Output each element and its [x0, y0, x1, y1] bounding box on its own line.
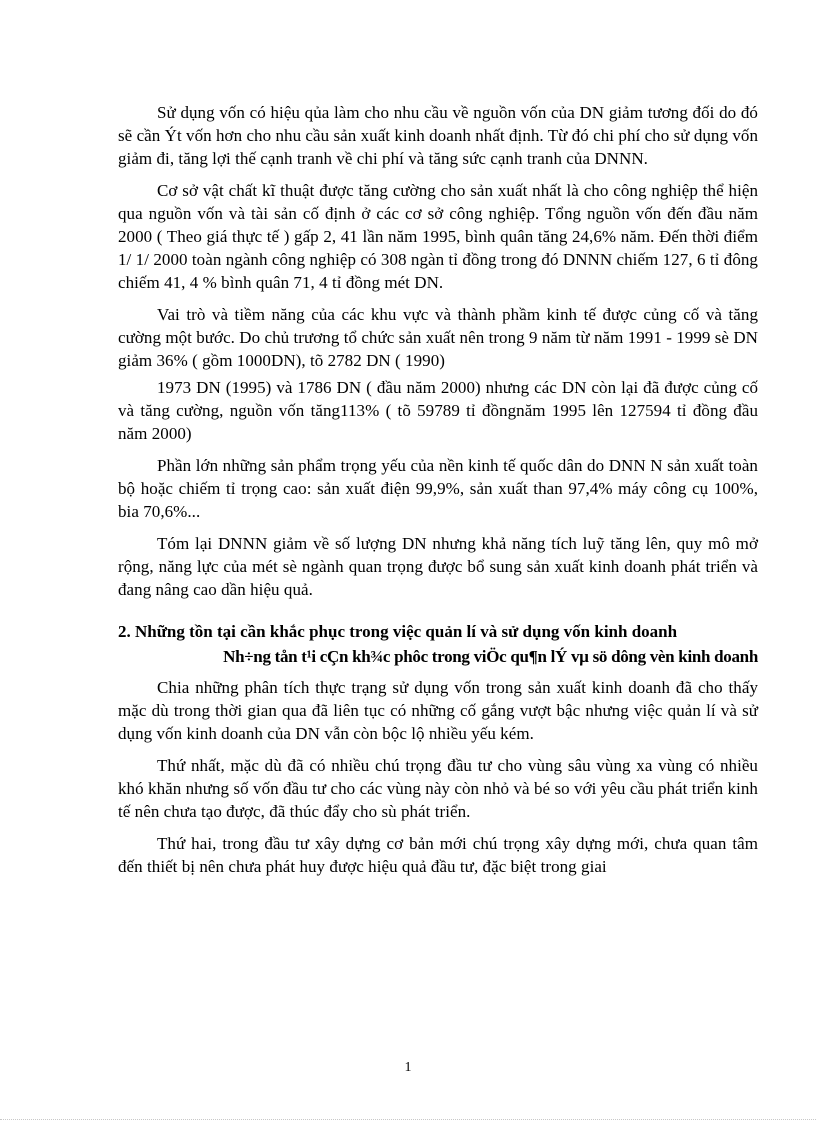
- paragraph-8: Thứ nhất, mặc dù đã có nhiều chú trọng đầu tư cho vùng sâu vùng xa vùng có nhiều khó khăn nhưng số vốn đầu tư cho các vùng này còn nhỏ và bé so với yêu cầu phát triển kinh tế nên chưa tạo được, đã thúc đẩy cho sù phát triển.: [118, 756, 758, 821]
- paragraph-9: Thứ hai, trong đầu tư xây dựng cơ bản mới chú trọng xây dựng mới, chưa quan tâm đến thiết bị nên chưa phát huy được hiệu quả đầu tư, đặc biệt trong giai: [118, 834, 758, 876]
- page-number: 1: [404, 1060, 412, 1075]
- page-bottom-divider: [0, 1119, 816, 1120]
- paragraph-5: Phần lớn những sản phẩm trọng yếu của nền kinh tế quốc dân do DNN N sản xuất toàn bộ hoặc chiếm tỉ trọng cao: sản xuất điện 99,9%, sản xuất than 97,4% máy công cụ 100%, bia 70,6%...: [118, 456, 758, 521]
- paragraph-7: Chia những phân tích thực trạng sử dụng vốn trong sản xuất kinh doanh đã cho thấy mặc dù trong thời gian qua đã liên tục có những cố gắng vượt bậc nhưng việc quản lí và sử dụng vốn kinh doanh của DN vẫn còn bộc lộ nhiều yếu kém.: [118, 678, 758, 743]
- paragraph-3: Vai trò và tiềm năng của các khu vực và thành phầm kinh tế được củng cố và tăng cường một bước. Do chủ trương tổ chức sản xuất nên trong 9 năm từ năm 1991 - 1999 sè DN giảm 36% ( gồm 1000DN), tõ 2782 DN ( 1990): [118, 305, 758, 370]
- paragraph-6: Tóm lại DNNN giảm về số lượng DN nhưng khả năng tích luỹ tăng lên, quy mô mở rộng, năng lực của mét sè ngành quan trọng được bổ sung sản xuất kinh doanh phát triển và đang nâng cao dần hiệu quả.: [118, 534, 758, 599]
- section-subheading-garbled: Nh÷ng tån t¹i cÇn kh¾c phôc trong viÖc qu¶n lÝ vµ sö dông vèn kinh doanh: [223, 647, 758, 666]
- paragraph-2: Cơ sở vật chất kĩ thuật được tăng cường cho sản xuất nhất là cho công nghiệp thể hiện qua nguồn vốn và tài sản cố định ở các cơ sở công nghiệp. Tổng nguồn vốn đến đầu năm 2000 ( Theo giá thực tế ) gấp 2, 41 lần năm 1995, bình quân tăng 24,6% năm. Đến thời điểm 1/ 1/ 2000 toàn ngành công nghiệp có 308 ngàn tỉ đồng trong đó DNNN chiếm 127, 6 tỉ đông chiếm 41, 4 % bình quân 71, 4 tỉ đồng mét DN.: [118, 181, 758, 292]
- section-heading: 2. Những tồn tại cần khắc phục trong việc quản lí và sử dụng vốn kinh doanh: [118, 622, 678, 641]
- paragraph-4: 1973 DN (1995) và 1786 DN ( đầu năm 2000) nhưng các DN còn lại đã được củng cố và tăng cường, nguồn vốn tăng113% ( tõ 59789 tỉ đồngnăm 1995 lên 127594 tỉ đồng đầu năm 2000): [118, 378, 758, 443]
- page-body: [118, 101, 758, 887]
- paragraph-1: Sử dụng vốn có hiệu qủa làm cho nhu cầu về nguồn vốn của DN giảm tương đối do đó sẽ cần Ýt vốn hơn cho nhu cầu sản xuất kinh doanh nhất định. Từ đó chi phí cho sử dụng vốn giảm đi, tăng lợi thế cạnh tranh về chi phí và tăng sức cạnh tranh của DNNN.: [118, 103, 758, 168]
